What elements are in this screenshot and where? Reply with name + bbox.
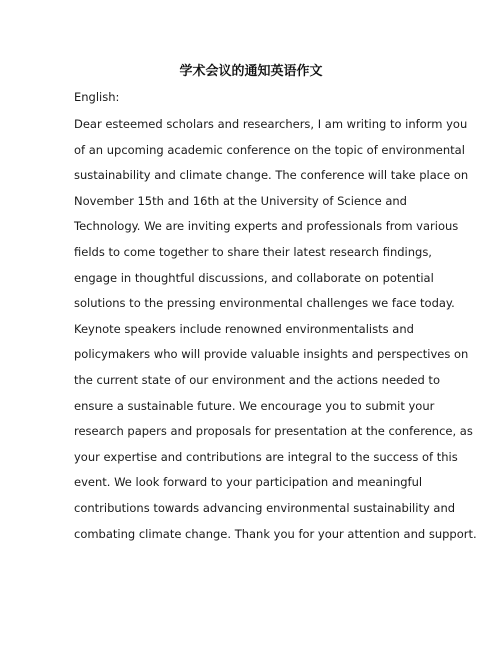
- section-label: English:: [74, 90, 120, 104]
- body-line: engage in thoughtful discussions, and collaborate on potential: [74, 270, 434, 285]
- body-line: your expertise and contributions are integral to the success of this: [74, 449, 458, 464]
- body-line: solutions to the pressing environmental challenges we face today.: [74, 296, 455, 311]
- body-line: sustainability and climate change. The conference will take place on: [74, 168, 469, 183]
- body-line: Dear esteemed scholars and researchers, I am writing to inform you: [74, 117, 468, 131]
- body-line: ensure a sustainable future. We encourage you to submit your: [74, 398, 435, 413]
- body-line: policymakers who will provide valuable insights and perspectives on: [74, 347, 469, 362]
- body-line: of an upcoming academic conference on the topic of environmental: [74, 142, 465, 157]
- body-line: research papers and proposals for presentation at the conference, as: [74, 424, 473, 439]
- body-line: November 15th and 16th at the University of Science and: [74, 193, 407, 208]
- body-line: fields to come together to share their latest research findings,: [74, 244, 432, 259]
- document-title: 学术会议的通知英语作文: [179, 64, 323, 79]
- body-line: Keynote speakers include renowned environmentalists and: [74, 321, 414, 336]
- body-line: contributions towards advancing environmental sustainability and: [74, 500, 456, 515]
- body-line: the current state of our environment and the actions needed to: [74, 372, 440, 387]
- body-line: event. We look forward to your participation and meaningful: [74, 475, 423, 490]
- body-line: combating climate change. Thank you for your attention and support.: [74, 526, 477, 541]
- body-line: Technology. We are inviting experts and professionals from various: [74, 219, 459, 234]
- body-text: [74, 112, 477, 547]
